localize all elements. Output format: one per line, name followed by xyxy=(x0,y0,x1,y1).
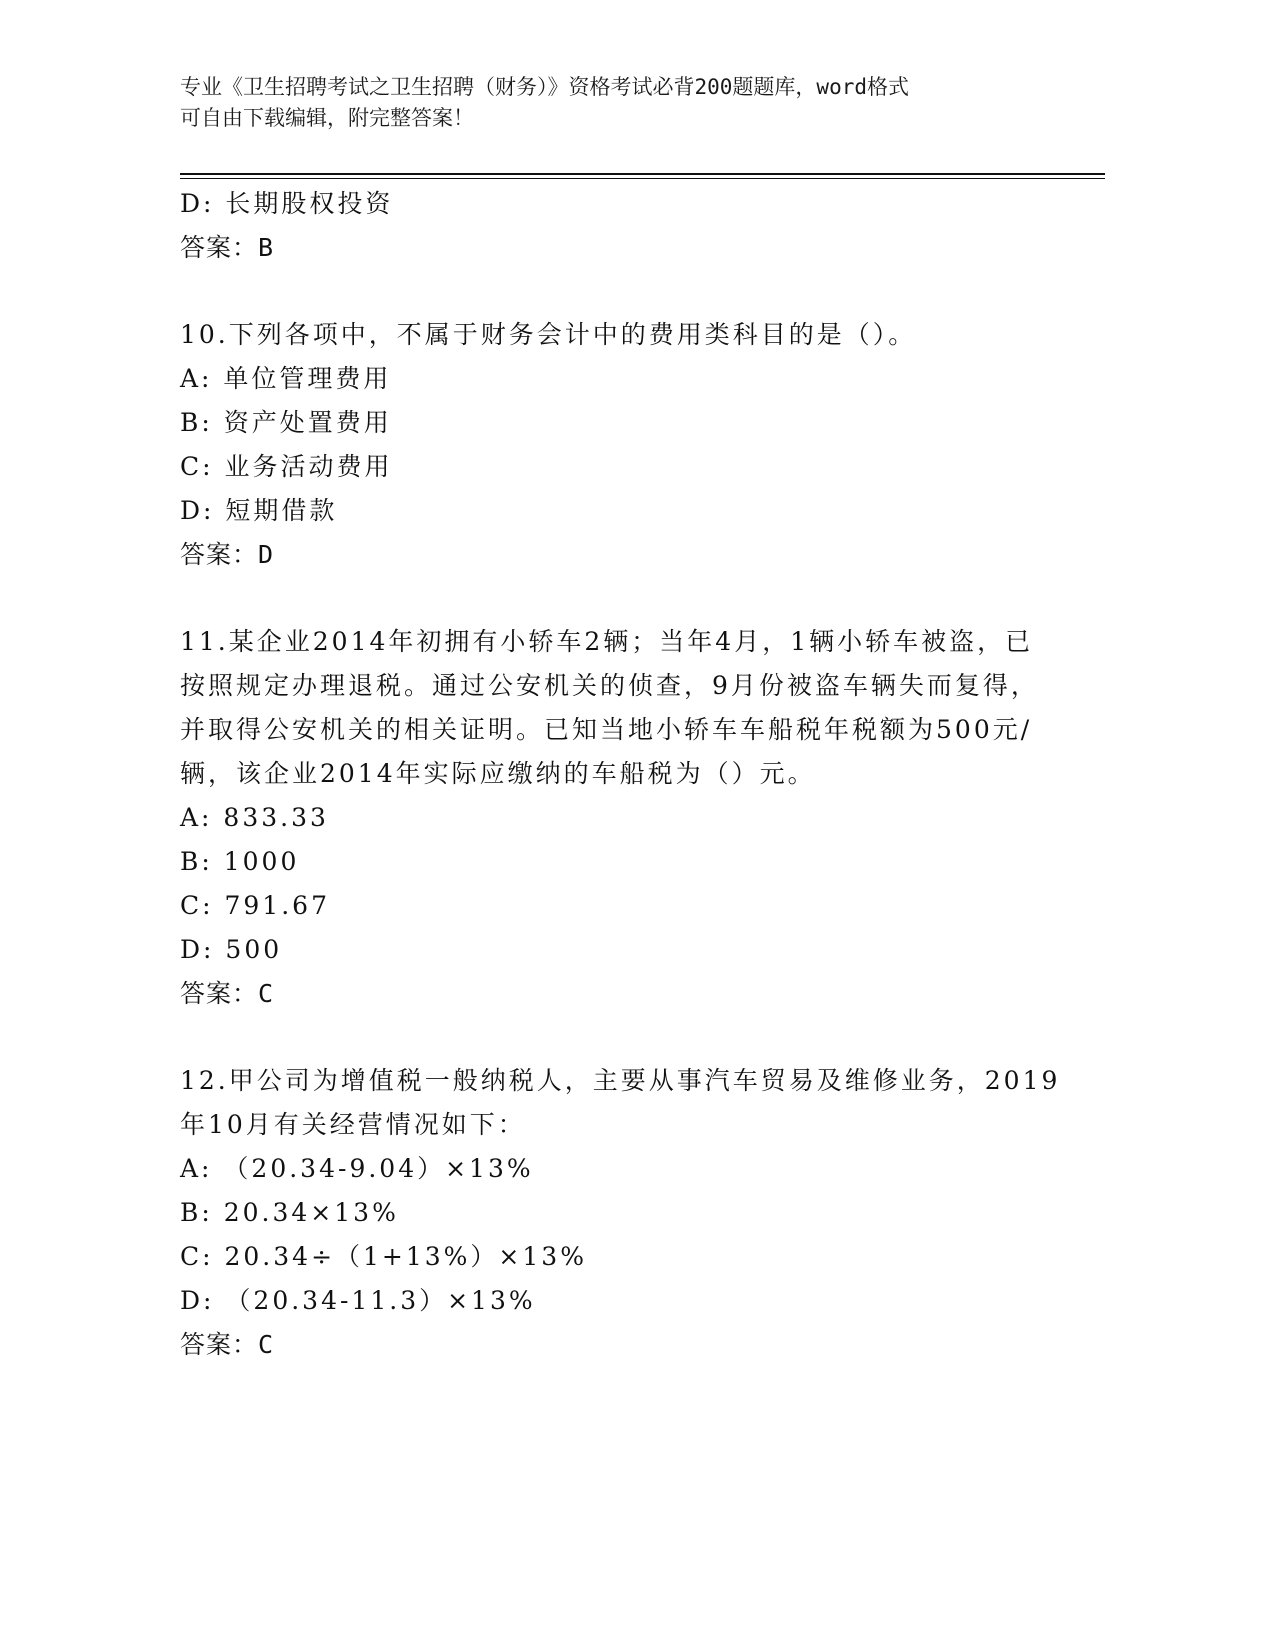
answer-label: 答案： xyxy=(180,540,259,569)
header-line-1: 专业《卫生招聘考试之卫生招聘（财务）》资格考试必背200题题库，word格式 xyxy=(180,75,909,99)
question-11 xyxy=(180,620,1060,1016)
answer-label: 答案： xyxy=(180,1330,259,1359)
question-10 xyxy=(180,313,1060,577)
spacer xyxy=(180,270,1060,313)
option-a: A: （20.34-9.04）×13% xyxy=(180,1154,534,1183)
answer-line xyxy=(180,533,1060,577)
document-header xyxy=(180,72,1060,134)
option-b: B: 资产处置费用 xyxy=(180,408,392,437)
header-line-2: 可自由下载编辑，附完整答案！ xyxy=(180,106,474,130)
question-text: 辆，该企业2014年实际应缴纳的车船税为（）元。 xyxy=(180,759,816,788)
answer-label: 答案： xyxy=(180,233,259,262)
option-d: D: 长期股权投资 xyxy=(180,189,394,218)
answer-value: C xyxy=(258,1330,275,1359)
question-text: 12.甲公司为增值税一般纳税人，主要从事汽车贸易及维修业务，2019 xyxy=(180,1066,1061,1095)
option-b: B: 20.34×13% xyxy=(180,1198,399,1227)
option-b: B: 1000 xyxy=(180,847,300,876)
header-divider-thick xyxy=(180,173,1105,175)
answer-label: 答案： xyxy=(180,979,259,1008)
option-a: A: 单位管理费用 xyxy=(180,364,392,393)
option-c: C: 20.34÷（1+13%）×13% xyxy=(180,1242,587,1271)
option-c: C: 业务活动费用 xyxy=(180,452,393,481)
question-text: 年10月有关经营情况如下： xyxy=(180,1110,526,1139)
header-divider-thin xyxy=(180,178,1105,179)
option-d: D: 500 xyxy=(180,935,283,964)
question-text: 10.下列各项中，不属于财务会计中的费用类科目的是（）。 xyxy=(180,320,917,349)
spacer xyxy=(180,577,1060,620)
option-a: A: 833.33 xyxy=(180,803,329,832)
option-d: D: 短期借款 xyxy=(180,496,338,525)
document-body xyxy=(180,182,1060,1367)
answer-value: C xyxy=(258,979,275,1008)
question-text: 11.某企业2014年初拥有小轿车2辆；当年4月，1辆小轿车被盗，已 xyxy=(180,627,1034,656)
question-12 xyxy=(180,1059,1060,1367)
answer-line xyxy=(180,972,1060,1016)
answer-line xyxy=(180,226,1060,270)
spacer xyxy=(180,1016,1060,1059)
option-d: D: （20.34-11.3）×13% xyxy=(180,1286,536,1315)
answer-value: B xyxy=(258,233,275,262)
option-c: C: 791.67 xyxy=(180,891,330,920)
answer-value: D xyxy=(258,540,275,569)
question-text: 并取得公安机关的相关证明。已知当地小轿车车船税年税额为500元/ xyxy=(180,715,1033,744)
question-text: 按照规定办理退税。通过公安机关的侦查，9月份被盗车辆失而复得， xyxy=(180,671,1039,700)
answer-line xyxy=(180,1323,1060,1367)
